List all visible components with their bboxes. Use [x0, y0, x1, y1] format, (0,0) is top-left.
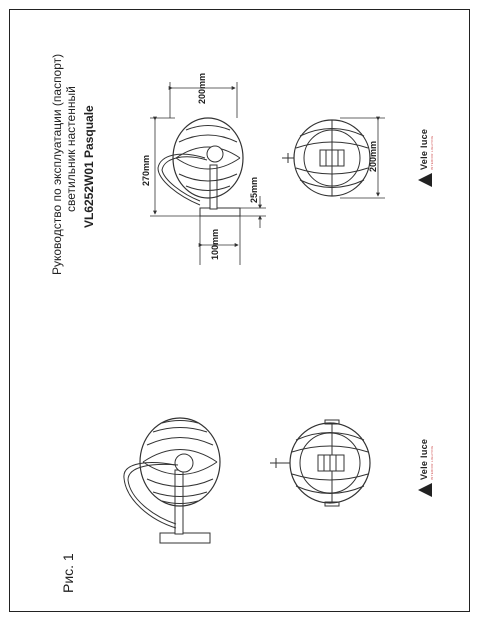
dim-width-top: 200mm	[197, 72, 207, 104]
brand-tagline-top: INTERIOR LIGHTING	[430, 135, 434, 170]
brand-logo-mark-bottom	[418, 483, 432, 497]
front-view-dimensioned	[282, 120, 370, 196]
side-view-dimensioned	[158, 118, 243, 216]
brand-logo-mark-top	[418, 173, 432, 187]
brand-tagline-bottom: INTERIOR LIGHTING	[430, 445, 434, 480]
dimension-lines	[150, 82, 385, 265]
manual-title-line1: Руководство по эксплуатации (паспорт)	[50, 53, 64, 275]
dim-width-front: 200mm	[368, 140, 378, 172]
side-view-large	[124, 418, 220, 543]
dim-base-thickness: 25mm	[249, 176, 259, 203]
brand-name-bottom: Vele luce	[419, 438, 429, 480]
manual-title-line2: светильник настенный	[64, 86, 78, 212]
figure-label: Рис. 1	[60, 553, 76, 593]
front-view-large	[270, 420, 370, 506]
dim-base-depth: 100mm	[210, 228, 220, 260]
brand-name-top: Vele luce	[419, 128, 429, 170]
dim-height: 270mm	[141, 154, 151, 186]
model-name: VL6252W01 Pasquale	[82, 105, 96, 228]
